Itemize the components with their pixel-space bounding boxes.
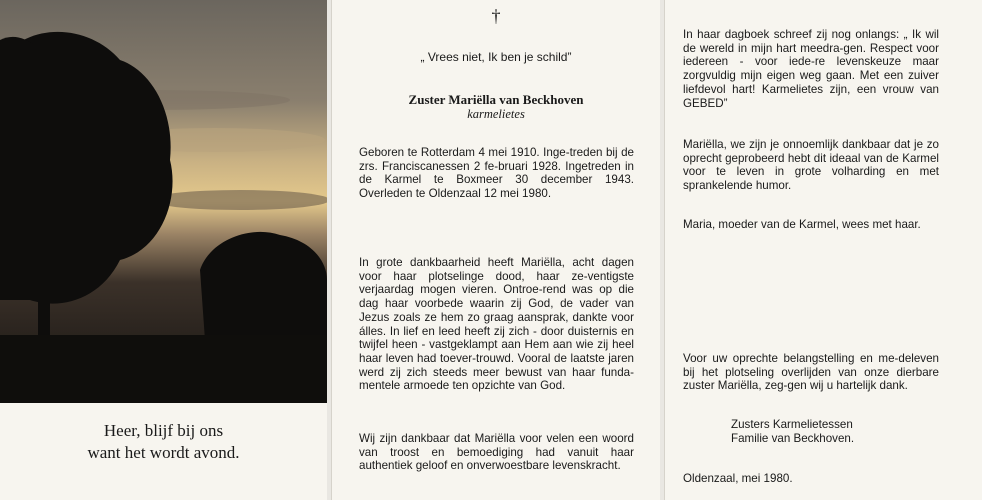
diary-quote: In haar dagboek schreef zij nog onlangs: „ Ik wil de wereld in mijn hart meedra-gen. Respect voor iedereen - voor iede-re levenskeuze maar zorgvuldig mijn eigen weg gaan. Met een zuiver liefdevol hart! Karmelietes zijn, een vrouw van GEBED” — [683, 28, 939, 110]
place-date: Oldenzaal, mei 1980. — [683, 472, 793, 485]
right-panel — [664, 0, 982, 500]
caption-line-1: Heer, blijf bij ons — [103, 421, 224, 440]
caption-line-2: want het wordt avond. — [87, 443, 240, 462]
closing-prayer — [0, 420, 327, 464]
paragraph-dankbaarheid: In grote dankbaarheid heeft Mariëlla, acht dagen voor haar plotselinge dood, haar ze-ventigste verjaardag mogen vieren. Ontroe-rend was op die dag haar voorbede waarin zij God, de vader van Jezus zoals ze hem zo graag aansprak, dankte voor álles. In lief en leed heeft zij zich - door duisternis en twijfel heen - vastgeklampt aan Hem aan wie zij heel haar leven had toever-trouwd. Vooral de laatste jaren werd zij zich steeds meer bewust van haar funda-mentele armoede ten opzichte van God. — [359, 256, 634, 393]
deceased-name: Zuster Mariëlla van Beckhoven — [408, 92, 584, 107]
prayer-line: Maria, moeder van de Karmel, wees met haar. — [683, 218, 921, 231]
signature-line-2: Familie van Beckhoven. — [731, 431, 855, 445]
motto: „ Vrees niet, Ik ben je schild” — [420, 50, 572, 64]
gratitude-paragraph: Mariëlla, we zijn je onnoemlijk dankbaar dat je zo oprecht geprobeerd hebt dit ideaal van de Karmel voor te leven in grote volharding en met sprankelende humor. — [683, 138, 939, 193]
biography: Geboren te Rotterdam 4 mei 1910. Inge-treden bij de zrs. Franciscanessen 2 fe-bruari 1928. Ingetreden in de Karmel te Boxmeer 30 december 1943. Overleden te Oldenzaal 12 mei 1980. — [359, 146, 634, 201]
thanks-paragraph: Voor uw oprechte belangstelling en me-deleven bij het plotseling overlijden van onze dierbare zuster Mariëlla, zeg-gen wij u hartelijk dank. — [683, 352, 939, 393]
signature — [731, 418, 931, 445]
paragraph-troost: Wij zijn dankbaar dat Mariëlla voor velen een woord van troost en bemoediging had vanuit haar authentiek geloof en onverwoestbare levenskracht. — [359, 432, 634, 473]
sunset-photo — [0, 0, 327, 403]
signature-line-1: Zusters Karmelietessen — [731, 418, 853, 431]
religious-order: karmelietes — [467, 107, 525, 121]
left-panel — [0, 0, 327, 500]
middle-panel — [331, 0, 660, 500]
cross-icon: † — [491, 6, 501, 26]
